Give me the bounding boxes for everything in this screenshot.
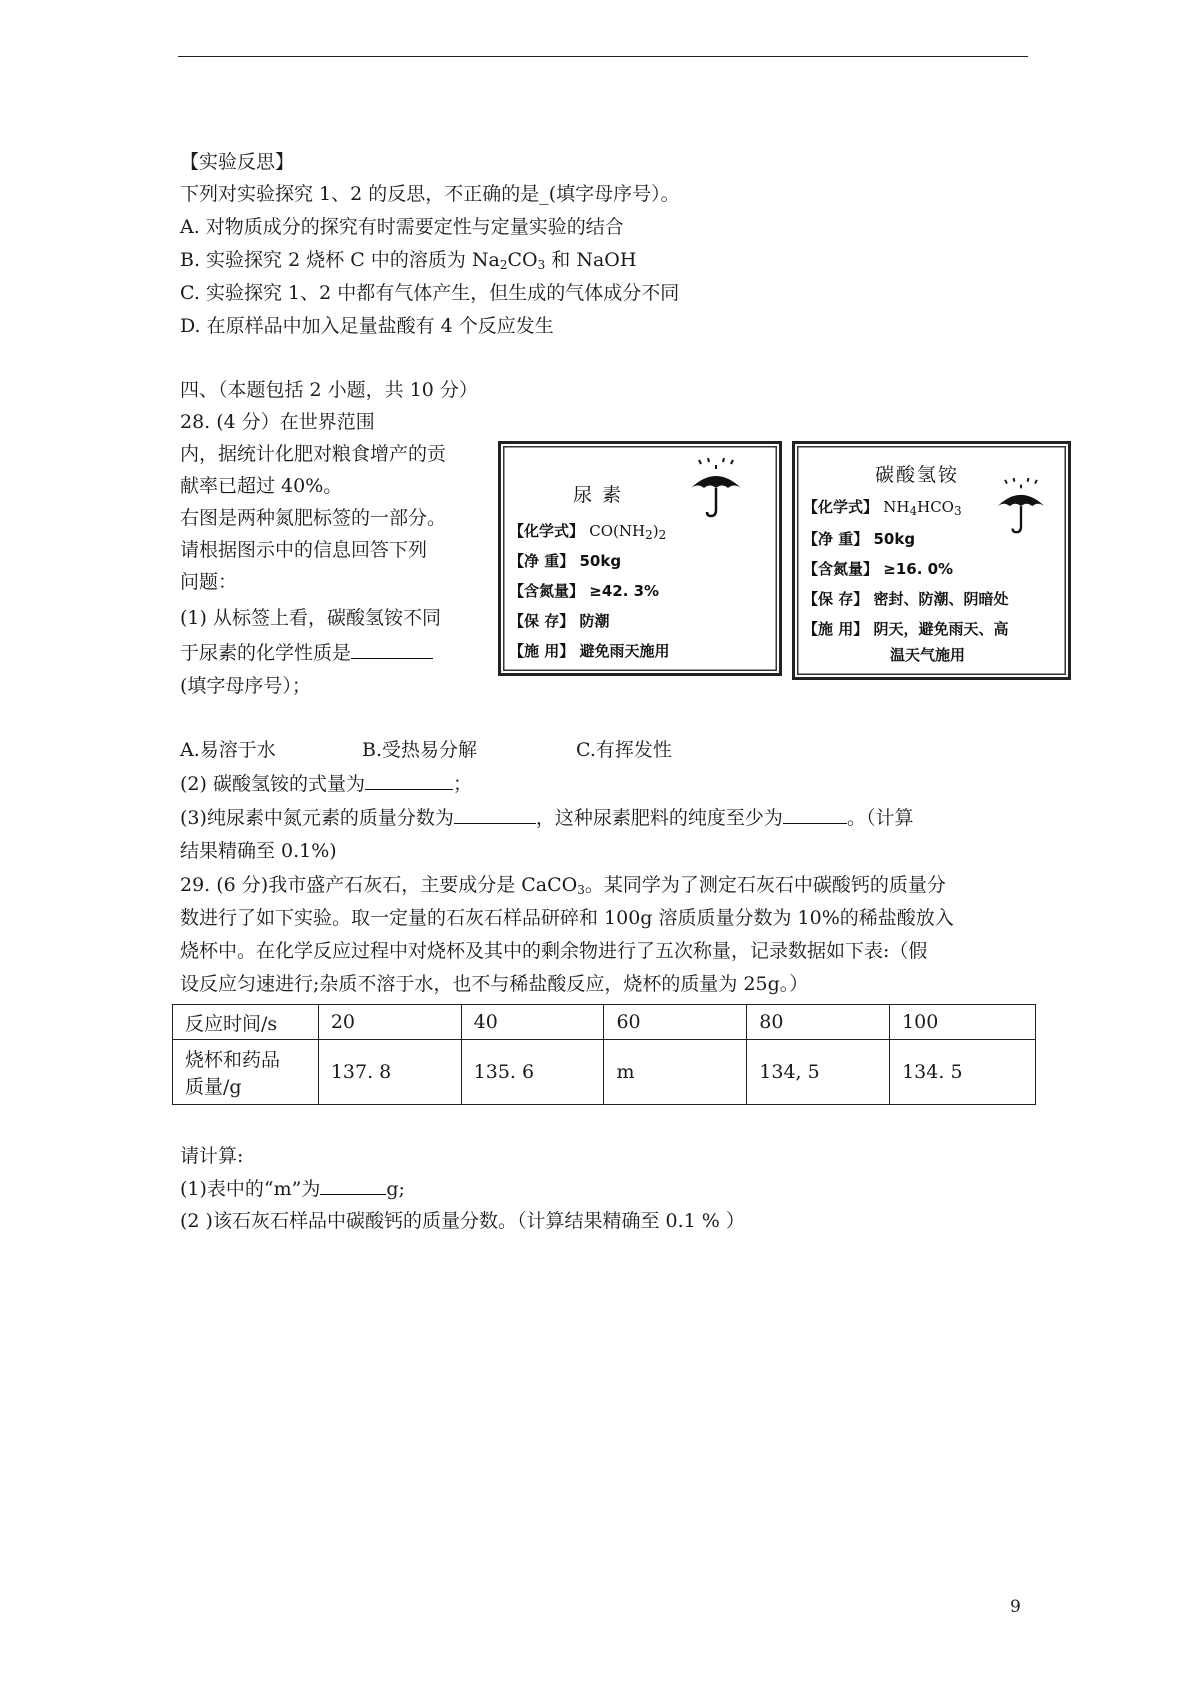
abc-weight-row: 【净 重】 50kg bbox=[803, 530, 916, 548]
table-cell: 80 bbox=[747, 1005, 890, 1040]
table-cell: 100 bbox=[890, 1005, 1036, 1040]
q28-line: (填字母序号）； bbox=[180, 675, 311, 697]
table-cell: 134. 5 bbox=[890, 1040, 1036, 1105]
urea-formula-row: 【化学式】 $CO(NH_2)_2$ bbox=[509, 522, 667, 542]
data-table bbox=[172, 1004, 1036, 1105]
q28-line: 请根据图示中的信息回答下列 bbox=[180, 539, 428, 561]
q28-sub1: 于尿素的化学性质是 bbox=[180, 640, 433, 665]
abc-label-title: 碳酸氢铵 bbox=[875, 464, 960, 486]
table-cell: 137. 8 bbox=[318, 1040, 461, 1105]
calc-2: (2 )该石灰石样品中碳酸钙的质量分数。（计算结果精确至 0.1 % ） bbox=[180, 1210, 745, 1232]
table-cell: 135. 6 bbox=[461, 1040, 604, 1105]
reflection-question: 下列对实验探究 1、2 的反思，不正确的是_(填字母序号）。 bbox=[180, 183, 680, 205]
umbrella-icon bbox=[687, 458, 745, 520]
q28-line: 内，据统计化肥对粮食增产的贡 bbox=[180, 443, 447, 465]
table-header-cell: 烧杯和药品 质量/g bbox=[173, 1040, 319, 1105]
abc-use-row: 【施 用】 阴天，避免雨天、高 bbox=[803, 620, 1009, 638]
abc-formula-row: 【化学式】 $NH_4HCO_3$ bbox=[803, 498, 962, 518]
answer-blank[interactable] bbox=[351, 640, 433, 659]
table-cell: 60 bbox=[604, 1005, 747, 1040]
table-cell: m bbox=[604, 1040, 747, 1105]
q28-line: 右图是两种氮肥标签的一部分。 bbox=[180, 507, 447, 529]
choice-a: A.易溶于水 bbox=[180, 739, 276, 761]
umbrella-icon bbox=[993, 478, 1049, 536]
table-row bbox=[173, 1040, 1036, 1105]
q29-line: 烧杯中。在化学反应过程中对烧杯及其中的剩余物进行了五次称量，记录数据如下表:（假 bbox=[180, 940, 928, 962]
section4-heading: 四、（本题包括 2 小题，共 10 分） bbox=[180, 379, 478, 401]
option-b: B. 实验探究 2 烧杯 C 中的溶质为 $Na_2CO_3$ 和 NaOH bbox=[180, 249, 637, 272]
q28-line: 28. (4 分）在世界范围 bbox=[180, 411, 375, 433]
q29-line: 29. (6 分)我市盛产石灰石，主要成分是 CaCO$_3$。某同学为了测定石灰石中碳酸钙的质量分 bbox=[180, 874, 946, 897]
urea-nitrogen-row: 【含氮量】 ≥42. 3% bbox=[509, 582, 660, 600]
header-rule bbox=[178, 56, 1028, 57]
answer-blank[interactable] bbox=[365, 771, 453, 790]
q28-line: 献率已超过 40%。 bbox=[180, 475, 343, 497]
urea-storage-row: 【保 存】 防潮 bbox=[509, 612, 610, 630]
q29-line: 数进行了如下实验。取一定量的石灰石样品研碎和 100g 溶质质量分数为 10%的稀盐酸放入 bbox=[180, 907, 954, 929]
reflection-heading: 【实验反思】 bbox=[180, 151, 295, 173]
choice-b: B.受热易分解 bbox=[362, 739, 478, 761]
table-header-cell: 反应时间/s bbox=[173, 1005, 319, 1040]
table-cell: 20 bbox=[318, 1005, 461, 1040]
table-row bbox=[173, 1005, 1036, 1040]
urea-weight-row: 【净 重】 50kg bbox=[509, 552, 622, 570]
urea-label bbox=[498, 441, 782, 676]
q29-line: 设反应匀速进行;杂质不溶于水，也不与稀盐酸反应，烧杯的质量为 25g。） bbox=[180, 973, 809, 995]
answer-blank[interactable] bbox=[783, 805, 847, 824]
abc-storage-row: 【保 存】 密封、防潮、阴暗处 bbox=[803, 590, 1009, 608]
table-cell: 40 bbox=[461, 1005, 604, 1040]
option-d: D. 在原样品中加入足量盐酸有 4 个反应发生 bbox=[180, 315, 554, 337]
option-a: A. 对物质成分的探究有时需要定性与定量实验的结合 bbox=[180, 216, 624, 238]
choice-c: C.有挥发性 bbox=[576, 739, 672, 761]
page-number: 9 bbox=[1010, 1597, 1021, 1617]
ammonium-bicarbonate-label bbox=[792, 441, 1071, 680]
urea-label-title: 尿 素 bbox=[573, 484, 624, 506]
q28-line: 问题： bbox=[180, 571, 238, 593]
abc-nitrogen-row: 【含氮量】 ≥16. 0% bbox=[803, 560, 954, 578]
answer-blank[interactable] bbox=[320, 1176, 386, 1195]
calc-1: (1)表中的“m”为 g; bbox=[180, 1178, 405, 1200]
abc-use-row-cont: 温天气施用 bbox=[890, 646, 966, 664]
option-c: C. 实验探究 1、2 中都有气体产生，但生成的气体成分不同 bbox=[180, 282, 680, 304]
q28-sub3: (3)纯尿素中氮元素的质量分数为 ，这种尿素肥料的纯度至少为 。（计算 bbox=[180, 807, 914, 829]
urea-use-row: 【施 用】 避免雨天施用 bbox=[509, 642, 670, 660]
calc-heading: 请计算: bbox=[180, 1145, 244, 1167]
q28-line: (1) 从标签上看，碳酸氢铵不同 bbox=[180, 607, 441, 629]
answer-blank[interactable] bbox=[454, 805, 536, 824]
q28-sub2: (2) 碳酸氢铵的式量为 ； bbox=[180, 773, 472, 795]
q28-sub3-cont: 结果精确至 0.1%) bbox=[180, 840, 337, 862]
table-cell: 134, 5 bbox=[747, 1040, 890, 1105]
